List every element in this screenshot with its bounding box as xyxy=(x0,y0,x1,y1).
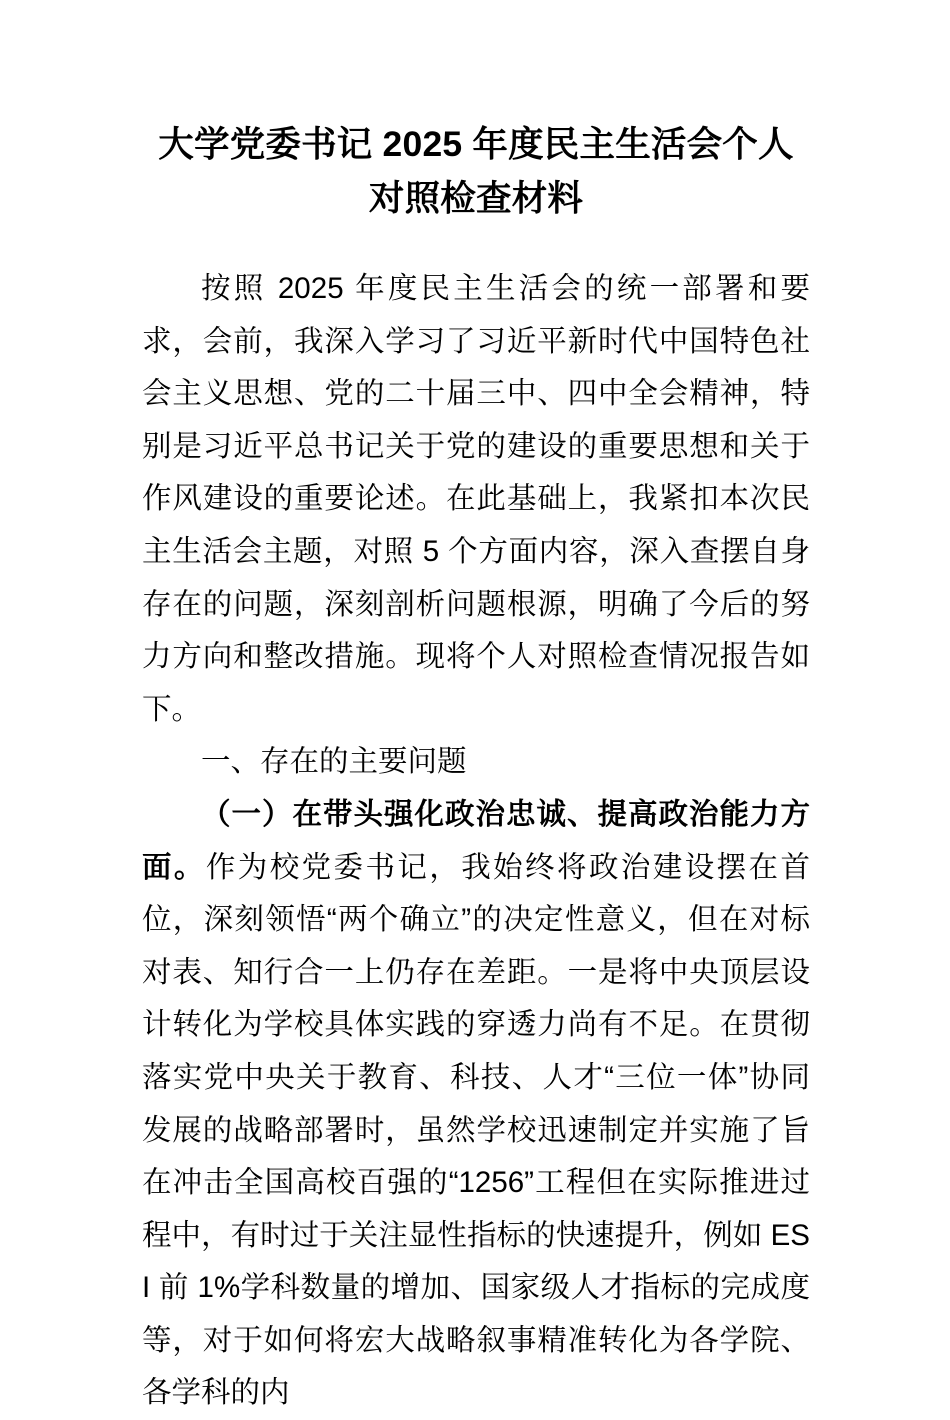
subsection-one-body-text: 作为校党委书记，我始终将政治建设摆在首位，深刻领悟“两个确立”的决定性意义，但在对标对表、知行合一上仍存在差距。一是将中央顶层设计转化为学校具体实践的穿透力尚有不足。在贯彻落实党中央关于教育、科技、人才“三位一体”协同发展的战略部署时，虽然学校迅速制定并实施了旨在冲击全国高校百强的“1256”工程但在实际推进过程中，有时过于关注显性指标的快速提升，例如 ESI 前 1%学科数量的增加、国家级人才指标的完成度等，对于如何将宏大战略叙事精准转化为各学院、各学科的内 xyxy=(142,850,810,1410)
document-title-text: 大学党委书记 2025 年度民主生活会个人对照检查材料 xyxy=(158,124,794,218)
opening-paragraph: 按照 2025 年度民主生活会的统一部署和要求，会前，我深入学习了习近平新时代中国特色社会主义思想、党的二十届三中、四中全会精神，特别是习近平总书记关于党的建设的重要思想和关于作风建设的重要论述。在此基础上，我紧扣本次民主生活会主题，对照 5 个方面内容，深入查摆自身存在的问题，深刻剖析问题根源，明确了今后的努力方向和整改措施。现将个人对照检查情况报告如下。 xyxy=(142,272,810,726)
subsection-one-paragraph xyxy=(142,789,810,1420)
subsection-one-heading: （一）在带头强化政治忠诚、提高政治能力方面。 xyxy=(142,797,810,884)
section-heading-one: 一、存在的主要问题 xyxy=(201,745,467,779)
document-title xyxy=(142,0,810,225)
page-content-column xyxy=(142,0,810,1420)
